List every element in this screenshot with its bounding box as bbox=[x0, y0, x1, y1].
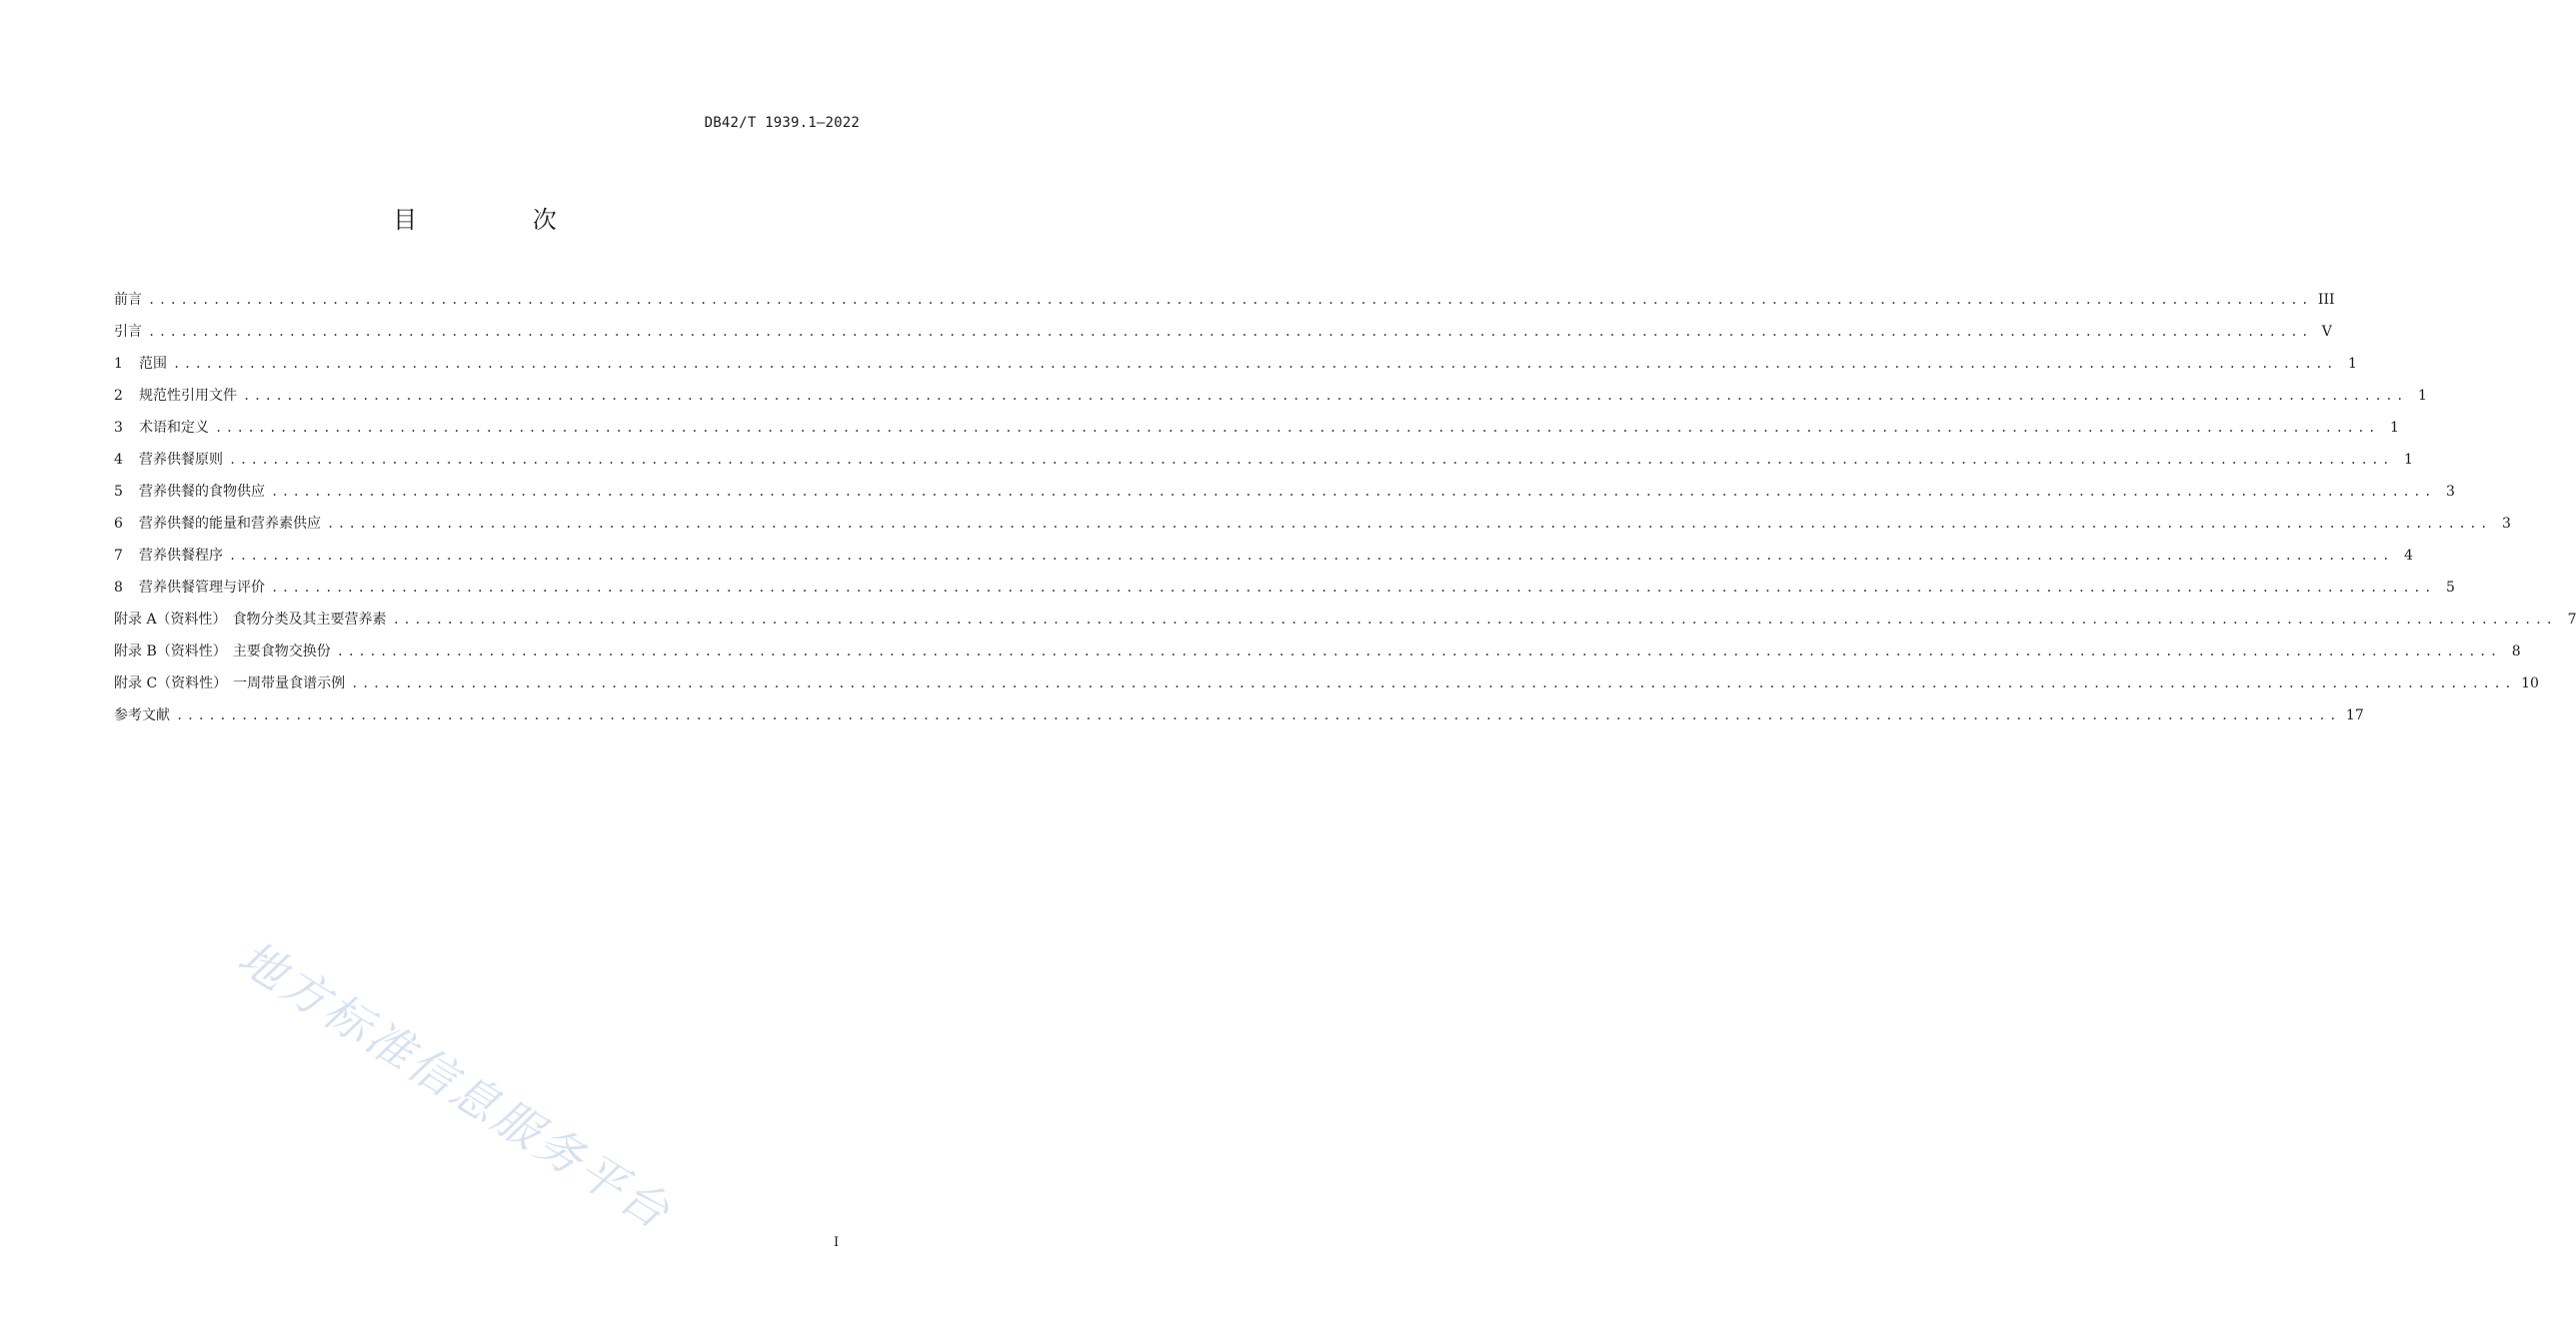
toc-entry-page: III bbox=[2317, 292, 2335, 308]
toc-entry-label bbox=[114, 444, 223, 476]
toc-entry-label bbox=[114, 699, 170, 731]
toc-entry-title: 术语和定义 bbox=[139, 420, 209, 436]
document-code: DB42/T 1939.1—2022 bbox=[704, 115, 860, 131]
dot-leader: ........................................................................................................................................................................................................ bbox=[271, 485, 2435, 499]
toc-entry-number: 5 bbox=[114, 484, 123, 500]
toc-entry-number: 6 bbox=[114, 516, 123, 532]
toc-entry-label bbox=[114, 412, 209, 444]
toc-entry-number: 8 bbox=[114, 580, 123, 596]
toc-entry-page: 3 bbox=[2502, 516, 2511, 532]
toc-entry-title: 主要食物交换份 bbox=[232, 644, 331, 660]
page-title: 目 次 bbox=[393, 206, 611, 234]
toc-entry[interactable] bbox=[114, 380, 2427, 412]
toc-entry[interactable] bbox=[114, 508, 2511, 540]
toc-entry-page: 1 bbox=[2418, 388, 2427, 404]
toc-entry[interactable] bbox=[114, 636, 2521, 668]
dot-leader: ........................................................................................................................................................................................................ bbox=[215, 421, 2379, 435]
toc-entry-label bbox=[114, 380, 237, 412]
toc-entry-number: 7 bbox=[114, 548, 123, 564]
toc-entry-title: 参考文献 bbox=[114, 707, 170, 723]
toc-entry-title: 食物分类及其主要营养素 bbox=[232, 612, 387, 628]
dot-leader: ........................................................................................................................................................................................................ bbox=[392, 613, 2557, 627]
toc-entry-label bbox=[114, 476, 265, 508]
toc-entry-title: 营养供餐原则 bbox=[139, 452, 223, 468]
toc-entry-title: 营养供餐程序 bbox=[139, 548, 223, 564]
toc-entry-label bbox=[114, 636, 331, 668]
toc-entry[interactable] bbox=[114, 348, 2357, 380]
toc-entry-title: 范围 bbox=[139, 356, 167, 372]
toc-entry-title: 规范性引用文件 bbox=[139, 388, 237, 404]
toc-entry-number: 1 bbox=[114, 356, 123, 372]
toc-entry-page: 1 bbox=[2348, 356, 2357, 372]
toc-entry[interactable] bbox=[114, 572, 2455, 604]
toc-entry-title: 营养供餐的能量和营养素供应 bbox=[139, 516, 321, 532]
page-number: I bbox=[834, 1235, 840, 1250]
toc-entry-page: 3 bbox=[2446, 484, 2455, 500]
toc-entry-number: 4 bbox=[114, 452, 123, 468]
toc-entry[interactable] bbox=[114, 668, 2539, 699]
toc-entry-title: 营养供餐的食物供应 bbox=[139, 484, 265, 500]
toc-entry-number: 2 bbox=[114, 388, 123, 404]
toc-entry-number: 附录 B（资料性） bbox=[114, 644, 227, 660]
toc-entry[interactable] bbox=[114, 604, 2576, 636]
table-of-contents bbox=[114, 284, 2576, 731]
toc-entry-title: 引言 bbox=[114, 324, 142, 340]
toc-entry-label bbox=[114, 540, 223, 572]
toc-entry-page: 8 bbox=[2511, 644, 2521, 660]
toc-entry-page: 5 bbox=[2446, 580, 2455, 596]
dot-leader: ........................................................................................................................................................................................................ bbox=[271, 581, 2435, 595]
dot-leader: ........................................................................................................................................................................................................ bbox=[336, 645, 2501, 659]
toc-entry[interactable] bbox=[114, 699, 2364, 731]
toc-entry-number: 3 bbox=[114, 420, 123, 436]
dot-leader: ........................................................................................................................................................................................................ bbox=[173, 357, 2337, 371]
toc-entry-label bbox=[114, 572, 265, 604]
dot-leader: ........................................................................................................................................................................................................ bbox=[327, 517, 2491, 531]
dot-leader: ........................................................................................................................................................................................................ bbox=[229, 549, 2393, 563]
toc-entry[interactable] bbox=[114, 316, 2332, 348]
toc-entry-page: 10 bbox=[2521, 675, 2539, 691]
dot-leader: ........................................................................................................................................................................................................ bbox=[148, 293, 2312, 307]
toc-entry-label bbox=[114, 668, 345, 699]
toc-entry-page: 1 bbox=[2404, 452, 2413, 468]
dot-leader: ........................................................................................................................................................................................................ bbox=[148, 325, 2312, 339]
toc-entry-title: 前言 bbox=[114, 292, 142, 308]
toc-entry-number: 附录 A（资料性） bbox=[114, 612, 227, 628]
toc-entry-page: 7 bbox=[2567, 612, 2576, 628]
toc-entry[interactable] bbox=[114, 540, 2413, 572]
dot-leader: ........................................................................................................................................................................................................ bbox=[243, 389, 2407, 403]
watermark: 地方标准信息服务平台 bbox=[229, 929, 682, 1241]
toc-entry[interactable] bbox=[114, 284, 2335, 316]
dot-leader: ........................................................................................................................................................................................................ bbox=[351, 676, 2516, 690]
toc-entry-label bbox=[114, 316, 142, 348]
toc-entry-label bbox=[114, 348, 167, 380]
toc-entry[interactable] bbox=[114, 412, 2399, 444]
toc-entry-label bbox=[114, 508, 321, 540]
toc-entry-page: 4 bbox=[2404, 548, 2413, 564]
dot-leader: ........................................................................................................................................................................................................ bbox=[176, 708, 2340, 722]
toc-entry-page: 17 bbox=[2345, 707, 2364, 723]
toc-entry-title: 营养供餐管理与评价 bbox=[139, 580, 265, 596]
toc-entry[interactable] bbox=[114, 476, 2455, 508]
toc-entry-title: 一周带量食谱示例 bbox=[233, 675, 346, 691]
toc-entry-number: 附录 C（资料性） bbox=[114, 675, 228, 691]
toc-entry-label bbox=[114, 604, 387, 636]
toc-entry-label bbox=[114, 284, 142, 316]
toc-entry[interactable] bbox=[114, 444, 2413, 476]
toc-entry-page: V bbox=[2321, 324, 2332, 340]
dot-leader: ........................................................................................................................................................................................................ bbox=[229, 453, 2393, 467]
toc-entry-page: 1 bbox=[2390, 420, 2399, 436]
